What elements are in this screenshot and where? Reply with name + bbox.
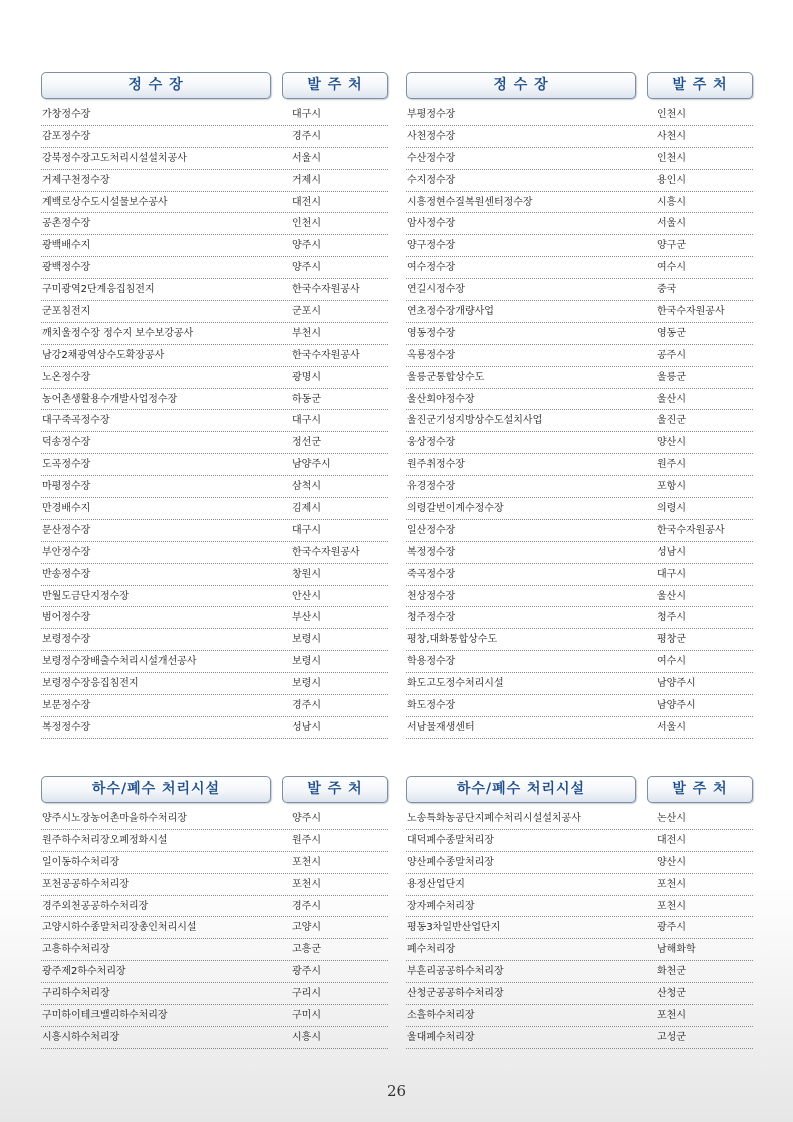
project-name: 광백정수장: [42, 262, 91, 274]
list-item: [406, 213, 753, 235]
list-item: [406, 852, 753, 874]
list-item: [41, 607, 388, 629]
client-name: 양주시: [292, 813, 321, 824]
list-item: [406, 345, 753, 367]
project-name: 구미하이테크밸리하수처리장: [42, 1010, 168, 1022]
client-name: 보령시: [292, 634, 321, 646]
list-item: [406, 629, 753, 651]
client-name: 인천시: [657, 109, 686, 120]
list-item: [406, 410, 753, 432]
client-name: 공주시: [657, 349, 686, 361]
sewage-list: [406, 808, 753, 1049]
client-name: 양산시: [657, 856, 686, 868]
client-name: 삼척시: [292, 481, 321, 493]
list-item: [406, 389, 753, 411]
project-name: 학용정수장: [407, 656, 456, 668]
list-item: [406, 520, 753, 542]
project-name: 용정산업단지: [407, 878, 465, 890]
list-item: [41, 917, 388, 939]
list-item: [41, 830, 388, 852]
project-name: 연초정수장개량사업: [407, 306, 494, 318]
list-item: [406, 695, 753, 717]
project-name: 공촌정수장: [42, 218, 91, 230]
project-name: 암사정수장: [407, 218, 456, 230]
list-item: [406, 961, 753, 983]
project-name: 원주취정수장: [407, 459, 465, 471]
list-item: [41, 170, 388, 192]
list-item: [41, 695, 388, 717]
project-name: 청주정수장: [407, 612, 456, 624]
client-name: 성남시: [292, 721, 321, 733]
list-item: [41, 564, 388, 586]
client-name: 울산시: [657, 590, 686, 602]
list-item: [41, 279, 388, 301]
list-item: [406, 896, 753, 918]
client-name: 대구시: [292, 415, 321, 427]
list-item: [406, 830, 753, 852]
list-item: [41, 852, 388, 874]
list-item: [406, 808, 753, 830]
plant-name-header: 정 수 장: [41, 72, 271, 99]
list-item: [41, 1027, 388, 1049]
list-item: [41, 498, 388, 520]
list-item: [406, 432, 753, 454]
client-name: 서울시: [657, 218, 686, 230]
project-name: 연길시정수장: [407, 284, 465, 296]
project-name: 평동3차일반산업단지: [407, 922, 501, 934]
client-name: 서울시: [292, 152, 321, 164]
list-item: [41, 389, 388, 411]
client-name: 포천시: [292, 878, 321, 890]
client-name: 원주시: [657, 459, 686, 471]
list-item: [41, 301, 388, 323]
project-name: 울진군기성지방상수도설치사업: [407, 415, 543, 427]
client-name: 양주시: [292, 240, 321, 252]
client-name: 포항시: [657, 481, 686, 493]
client-name: 여수시: [657, 656, 686, 668]
project-name: 서남물재생센터: [407, 721, 475, 733]
sewage-name-header: 하수/폐수 처리시설: [41, 776, 271, 803]
list-item: [41, 651, 388, 673]
project-name: 시흥시하수처리장: [42, 1031, 120, 1043]
list-item: [41, 235, 388, 257]
project-name: 포천공공하수처리장: [42, 878, 129, 890]
client-name: 화천군: [657, 966, 686, 978]
project-name: 복정정수장: [407, 546, 456, 558]
project-name: 부안정수장: [42, 546, 91, 558]
client-header: 발 주 처: [282, 776, 388, 803]
client-name: 의령시: [657, 503, 686, 515]
client-name: 김제시: [292, 503, 321, 515]
project-name: 수산정수장: [407, 152, 456, 164]
client-name: 원주시: [292, 834, 321, 846]
client-name: 대전시: [657, 834, 686, 846]
list-item: [41, 192, 388, 214]
project-name: 원주하수처리장오폐정화시설: [42, 834, 168, 846]
client-name: 시흥시: [292, 1031, 321, 1043]
project-name: 옥룡정수장: [407, 349, 456, 361]
client-name: 시흥시: [657, 196, 686, 208]
list-item: [406, 476, 753, 498]
project-name: 여수정수장: [407, 262, 456, 274]
list-item: [406, 673, 753, 695]
project-name: 일이동하수처리장: [42, 856, 120, 868]
list-item: [406, 983, 753, 1005]
project-name: 노송특화농공단지폐수처리시설설치공사: [407, 813, 581, 824]
client-header: 발 주 처: [647, 72, 753, 99]
client-name: 대구시: [657, 568, 686, 580]
water-plant-column-right: [406, 72, 753, 739]
project-name: 범어정수장: [42, 612, 91, 624]
client-name: 대구시: [292, 109, 321, 120]
list-item: [406, 607, 753, 629]
project-name: 고흥하수처리장: [42, 944, 110, 956]
client-name: 경주시: [292, 900, 321, 912]
list-item: [41, 104, 388, 126]
project-name: 마평정수장: [42, 481, 91, 493]
client-name: 보령시: [292, 678, 321, 690]
project-name: 일산정수장: [407, 524, 456, 536]
project-name: 강북정수장고도처리시설설치공사: [42, 152, 187, 164]
list-item: [41, 476, 388, 498]
list-item: [41, 213, 388, 235]
client-name: 한국수자원공사: [657, 524, 725, 536]
project-name: 부평정수장: [407, 109, 456, 120]
project-name: 울릉군통합상수도: [407, 371, 485, 383]
client-name: 한국수자원공사: [657, 306, 725, 318]
list-item: [41, 542, 388, 564]
project-name: 화도정수장: [407, 700, 456, 712]
client-name: 광주시: [292, 966, 321, 978]
project-name: 가창정수장: [42, 109, 91, 120]
project-name: 덕송정수장: [42, 437, 91, 449]
project-name: 장자폐수처리장: [407, 900, 475, 912]
project-name: 폐수처리장: [407, 944, 456, 956]
client-name: 안산시: [292, 590, 321, 602]
project-name: 노온정수장: [42, 371, 91, 383]
client-name: 인천시: [292, 218, 321, 230]
client-name: 경주시: [292, 130, 321, 142]
client-name: 산청군: [657, 988, 686, 1000]
list-item: [406, 874, 753, 896]
client-name: 광명시: [292, 371, 321, 383]
list-item: [406, 564, 753, 586]
client-header: 발 주 처: [647, 776, 753, 803]
project-name: 보문정수장: [42, 700, 91, 712]
list-item: [406, 939, 753, 961]
client-name: 울산시: [657, 393, 686, 405]
list-item: [406, 279, 753, 301]
project-name: 보령정수장배출수처리시설개선공사: [42, 656, 197, 668]
project-name: 산청군공공하수처리장: [407, 988, 504, 1000]
project-name: 반월도금단지정수장: [42, 590, 129, 602]
client-name: 청주시: [657, 612, 686, 624]
client-name: 구미시: [292, 1010, 321, 1022]
project-name: 수지정수장: [407, 174, 456, 186]
client-name: 남양주시: [292, 459, 331, 471]
project-name: 감포정수장: [42, 130, 91, 142]
client-name: 양구군: [657, 240, 686, 252]
list-item: [41, 432, 388, 454]
project-name: 울대폐수처리장: [407, 1031, 475, 1043]
list-item: [41, 586, 388, 608]
project-name: 양주시노장농어촌마을하수처리장: [42, 813, 187, 824]
client-name: 한국수자원공사: [292, 284, 360, 296]
project-name: 양구정수장: [407, 240, 456, 252]
client-name: 사천시: [657, 130, 686, 142]
list-item: [406, 192, 753, 214]
list-item: [406, 235, 753, 257]
client-name: 포천시: [657, 900, 686, 912]
column-header: [41, 72, 388, 99]
list-item: [406, 170, 753, 192]
client-name: 한국수자원공사: [292, 349, 360, 361]
project-name: 울산회야정수장: [407, 393, 475, 405]
client-name: 울릉군: [657, 371, 686, 383]
list-item: [41, 148, 388, 170]
list-item: [406, 257, 753, 279]
project-name: 문산정수장: [42, 524, 91, 536]
client-name: 군포시: [292, 306, 321, 318]
client-name: 정선군: [292, 437, 321, 449]
column-header: [406, 72, 753, 99]
client-name: 하동군: [292, 393, 321, 405]
project-name: 웅상정수장: [407, 437, 456, 449]
list-item: [406, 454, 753, 476]
client-name: 대구시: [292, 524, 321, 536]
client-name: 용인시: [657, 174, 686, 186]
project-name: 도곡정수장: [42, 459, 91, 471]
project-name: 구리하수처리장: [42, 988, 110, 1000]
sewage-name-header: 하수/폐수 처리시설: [406, 776, 636, 803]
client-name: 포천시: [657, 878, 686, 890]
water-plant-column-left: [41, 72, 388, 739]
list-item: [41, 717, 388, 739]
client-name: 남양주시: [657, 678, 696, 690]
list-item: [41, 896, 388, 918]
list-item: [406, 126, 753, 148]
column-header: [41, 776, 388, 803]
list-item: [41, 939, 388, 961]
client-name: 포천시: [292, 856, 321, 868]
project-name: 영동정수장: [407, 327, 456, 339]
project-name: 계백로상수도시설물보수공사: [42, 196, 168, 208]
list-item: [406, 301, 753, 323]
project-name: 광백배수지: [42, 240, 91, 252]
list-item: [406, 1027, 753, 1049]
client-name: 고성군: [657, 1031, 686, 1043]
project-name: 반송정수장: [42, 568, 91, 580]
project-name: 화도고도정수처리시설: [407, 678, 504, 690]
list-item: [406, 917, 753, 939]
client-name: 포천시: [657, 1010, 686, 1022]
client-name: 대전시: [292, 196, 321, 208]
project-name: 유경정수장: [407, 481, 456, 493]
list-item: [406, 651, 753, 673]
project-name: 구미광역2단계응집침전지: [42, 284, 155, 296]
project-name: 경주외천공공하수처리장: [42, 900, 149, 912]
project-name: 양산폐수종말처리장: [407, 856, 494, 868]
project-name: 죽곡정수장: [407, 568, 456, 580]
client-name: 경주시: [292, 700, 321, 712]
client-header: 발 주 처: [282, 72, 388, 99]
project-name: 시흥정현수질복원센터정수장: [407, 196, 533, 208]
list-item: [41, 410, 388, 432]
client-name: 논산시: [657, 813, 686, 824]
project-name: 의령갈번이계수정수장: [407, 503, 504, 515]
project-name: 군포침전지: [42, 306, 91, 318]
page-number: 26: [386, 1082, 407, 1100]
water-plant-list: [406, 104, 753, 739]
project-name: 부흔리공공하수처리장: [407, 966, 504, 978]
list-item: [41, 367, 388, 389]
client-name: 울진군: [657, 415, 686, 427]
project-name: 광주제2하수처리장: [42, 966, 126, 978]
list-item: [406, 367, 753, 389]
client-name: 부천시: [292, 327, 321, 339]
water-plant-list: [41, 104, 388, 739]
client-name: 고양시: [292, 922, 321, 934]
list-item: [41, 257, 388, 279]
project-name: 보령정수장: [42, 634, 91, 646]
client-name: 보령시: [292, 656, 321, 668]
client-name: 여수시: [657, 262, 686, 274]
list-item: [41, 323, 388, 345]
project-name: 거제구천정수장: [42, 174, 110, 186]
list-item: [41, 126, 388, 148]
list-item: [41, 1005, 388, 1027]
client-name: 남양주시: [657, 700, 696, 712]
sewage-column-left: [41, 776, 388, 1049]
list-item: [406, 1005, 753, 1027]
column-header: [406, 776, 753, 803]
project-name: 보령정수장응집침전지: [42, 678, 139, 690]
project-name: 대덕폐수종말처리장: [407, 834, 494, 846]
project-name: 남강2채광역상수도확장공사: [42, 349, 165, 361]
project-name: 소흘하수처리장: [407, 1010, 475, 1022]
client-name: 양주시: [292, 262, 321, 274]
project-name: 사천정수장: [407, 130, 456, 142]
client-name: 인천시: [657, 152, 686, 164]
client-name: 양산시: [657, 437, 686, 449]
project-name: 고양시하수종말처리장총인처리시설: [42, 922, 197, 934]
list-item: [41, 673, 388, 695]
plant-name-header: 정 수 장: [406, 72, 636, 99]
project-name: 대구죽곡정수장: [42, 415, 110, 427]
client-name: 평창군: [657, 634, 686, 646]
client-name: 영동군: [657, 327, 686, 339]
client-name: 광주시: [657, 922, 686, 934]
project-name: 평창,대화통합상수도: [407, 634, 498, 646]
sewage-column-right: [406, 776, 753, 1049]
client-name: 거제시: [292, 174, 321, 186]
list-item: [406, 717, 753, 739]
sewage-list: [41, 808, 388, 1049]
list-item: [406, 323, 753, 345]
project-name: 깨치울정수장 정수지 보수보강공사: [42, 327, 194, 339]
list-item: [406, 148, 753, 170]
list-item: [41, 345, 388, 367]
project-name: 복정정수장: [42, 721, 91, 733]
list-item: [41, 808, 388, 830]
list-item: [41, 983, 388, 1005]
client-name: 중국: [657, 284, 677, 296]
client-name: 부산시: [292, 612, 321, 624]
list-item: [406, 586, 753, 608]
client-name: 구리시: [292, 988, 321, 1000]
client-name: 남해화학: [657, 944, 696, 956]
list-item: [41, 961, 388, 983]
list-item: [406, 104, 753, 126]
client-name: 한국수자원공사: [292, 546, 360, 558]
client-name: 서울시: [657, 721, 686, 733]
project-name: 천상정수장: [407, 590, 456, 602]
list-item: [41, 874, 388, 896]
project-name: 만경배수지: [42, 503, 91, 515]
list-item: [41, 520, 388, 542]
list-item: [41, 629, 388, 651]
list-item: [406, 542, 753, 564]
client-name: 성남시: [657, 546, 686, 558]
project-name: 농어촌생활용수개발사업정수장: [42, 393, 178, 405]
client-name: 창원시: [292, 568, 321, 580]
list-item: [406, 498, 753, 520]
list-item: [41, 454, 388, 476]
client-name: 고흥군: [292, 944, 321, 956]
